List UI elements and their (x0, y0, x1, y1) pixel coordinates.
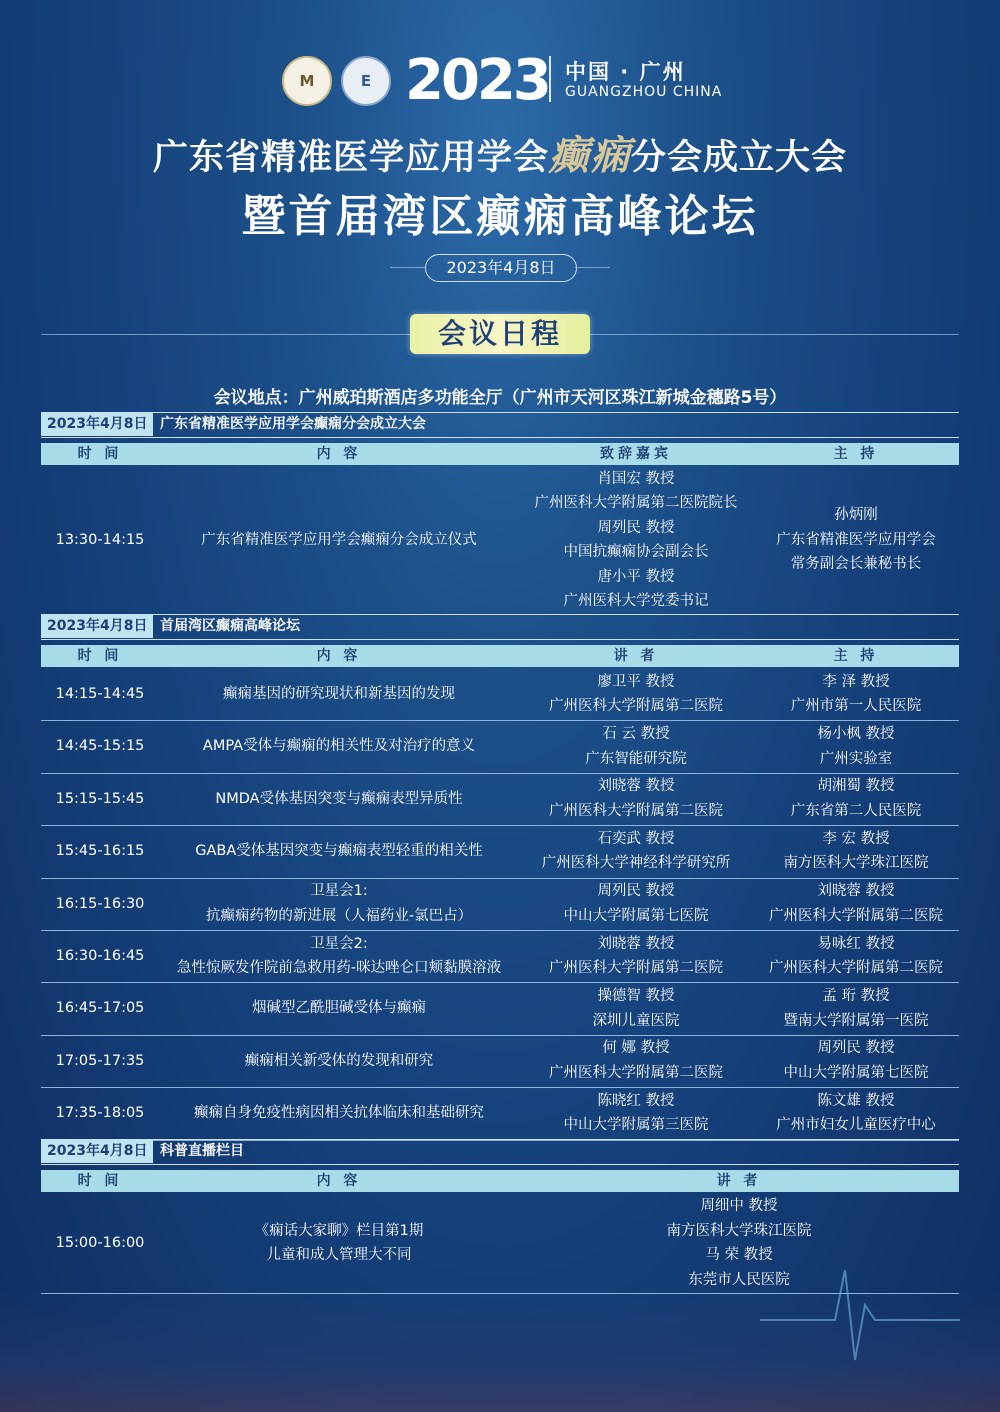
guests-line: 唐小平 教授 (597, 568, 675, 585)
content-line: 卫星会2: (310, 935, 368, 952)
speaker-line: 广州医科大学附属第二医院 (549, 1064, 723, 1081)
city-en: GUANGZHOU CHINA (565, 84, 723, 100)
content-line: 广东省精准医学应用学会癫痫分会成立仪式 (201, 531, 477, 548)
cell-host (753, 930, 959, 982)
schedule-row (41, 878, 959, 931)
cell-time (41, 1193, 159, 1293)
section3-title: 科普直播栏目 (160, 1143, 244, 1159)
col-host: 主 持 (833, 648, 879, 664)
host-line: 刘晓蓉 教授 (817, 883, 895, 900)
cell-content (159, 466, 519, 614)
title-pre: 广东省精准医学应用学会 (152, 138, 549, 178)
date-line-right (575, 267, 610, 268)
host-line: 南方医科大学珠江医院 (783, 855, 929, 872)
cell-time (41, 825, 159, 877)
speaker-line: 廖卫平 教授 (597, 673, 675, 690)
cell-host (753, 982, 959, 1034)
city-cn: 中国 · 广州 (565, 60, 686, 84)
speaker-line: 陈晓红 教授 (597, 1092, 675, 1109)
time-text: 17:35-18:05 (55, 1105, 145, 1122)
schedule-row (41, 720, 959, 773)
cell-host (753, 668, 959, 720)
time-text: 17:05-17:35 (55, 1052, 145, 1069)
section1-column-header (41, 443, 959, 465)
content-line: AMPA受体与癫痫的相关性及对治疗的意义 (202, 738, 476, 755)
cell-speaker (519, 982, 753, 1034)
cell-speaker (519, 878, 753, 930)
col-speaker: 讲 者 (716, 1173, 762, 1189)
speaker-line: 刘晓蓉 教授 (597, 778, 675, 795)
cell-host (753, 878, 959, 930)
society-logo-2: E (341, 56, 391, 106)
schedule-row (41, 668, 959, 721)
host-line: 常务副会长兼秘书长 (790, 556, 922, 573)
schedule-row (41, 930, 959, 983)
host-line: 胡湘蜀 教授 (817, 778, 895, 795)
cell-content (159, 930, 519, 982)
speaker-line: 刘晓蓉 教授 (597, 935, 675, 952)
content-line: 抗癫痫药物的新进展（人福药业-氯巴占） (205, 907, 473, 924)
content-line: 烟碱型乙酰胆碱受体与癫痫 (252, 1000, 426, 1017)
host-line: 广州医科大学附属第二医院 (769, 907, 943, 924)
time-text: 13:30-14:15 (55, 531, 145, 548)
cell-speaker (519, 720, 753, 772)
speaker-line: 中山大学附属第三医院 (563, 1117, 709, 1134)
main-title-line2: 暨首届湾区癫痫高峰论坛 (241, 191, 759, 242)
guests-line: 中国抗癫痫协会副会长 (563, 544, 709, 560)
content-line: 儿童和成人管理大不同 (266, 1247, 412, 1263)
content-line: 癫痫相关新受体的发现和研究 (244, 1052, 434, 1069)
section2-column-header (41, 645, 959, 667)
host-line: 孙炳刚 (834, 507, 878, 524)
host-line: 周列民 教授 (817, 1040, 895, 1057)
schedule-row (41, 1193, 959, 1294)
event-date: 2023年4月8日 (425, 254, 577, 282)
schedule-row (41, 1035, 959, 1088)
content-line: 卫星会1: (310, 883, 368, 900)
schedule-row (41, 982, 959, 1035)
schedule-badge: 会议日程 (410, 314, 590, 354)
host-line: 广东省第二人民医院 (790, 802, 922, 819)
schedule-row (41, 825, 959, 878)
section1-date: 2023年4月8日 (41, 412, 153, 436)
speaker-line: 石奕武 教授 (597, 830, 675, 847)
time-text: 15:45-16:15 (55, 843, 145, 860)
cell-host (753, 1035, 959, 1087)
col-content: 内 容 (316, 446, 362, 462)
speaker-line: 中山大学附属第七医院 (563, 907, 709, 924)
cell-host (753, 825, 959, 877)
cell-content (159, 825, 519, 877)
title-post: 分会成立大会 (631, 138, 848, 178)
title-highlight: 癫痫 (549, 133, 631, 179)
content-line: 癫痫自身免疫性病因相关抗体临床和基础研究 (194, 1105, 484, 1122)
speaker-line: 何 娜 教授 (602, 1040, 670, 1057)
cell-host (753, 720, 959, 772)
cell-time (41, 773, 159, 825)
content-line: NMDA受体基因突变与癫痫表型异质性 (215, 790, 463, 807)
content-line: 急性惊厥发作院前急救用药-咪达唑仑口颊黏膜溶液 (176, 960, 502, 977)
cell-content (159, 773, 519, 825)
cell-time (41, 1087, 159, 1139)
cell-speaker (519, 1087, 753, 1139)
speaker-line: 广东智能研究院 (585, 750, 687, 767)
cell-content (159, 878, 519, 930)
schedule-row (41, 466, 959, 615)
time-text: 16:45-17:05 (55, 1000, 145, 1017)
col-time: 时 间 (77, 446, 123, 462)
time-text: 14:45-15:15 (55, 738, 145, 755)
cell-speaker (519, 668, 753, 720)
content-line: 《痫话大家聊》栏目第1期 (254, 1222, 424, 1239)
col-content: 内 容 (316, 648, 362, 664)
speaker-line: 石 云 教授 (602, 726, 670, 743)
section3-column-header (41, 1170, 959, 1192)
schedule-row (41, 1087, 959, 1140)
host-line: 杨小枫 教授 (817, 726, 895, 743)
col-speaker: 讲 者 (613, 648, 659, 664)
speaker-line: 东莞市人民医院 (688, 1271, 790, 1288)
cell-speaker (519, 773, 753, 825)
host-line: 广州医科大学附属第二医院 (769, 960, 943, 977)
speaker-line: 深圳儿童医院 (592, 1012, 680, 1029)
venue-text: 会议地点：广州威珀斯酒店多功能全厅（广州市天河区珠江新城金穗路5号） (213, 388, 787, 408)
guests-line: 广州医科大学党委书记 (563, 593, 709, 609)
cell-content (159, 1193, 519, 1293)
speaker-line: 周细中 教授 (700, 1198, 778, 1214)
host-line: 中山大学附属第七医院 (783, 1064, 929, 1081)
cell-speaker (519, 825, 753, 877)
cell-guests (519, 466, 753, 614)
host-line: 广州实验室 (819, 750, 893, 767)
host-line: 广州市第一人民医院 (790, 698, 922, 715)
speaker-line: 广州医科大学附属第二医院 (549, 698, 723, 715)
section1-title: 广东省精准医学应用学会癫痫分会成立大会 (160, 416, 426, 432)
cell-host (753, 773, 959, 825)
speaker-line: 南方医科大学珠江医院 (666, 1222, 812, 1239)
host-line: 广州市妇女儿童医疗中心 (776, 1117, 936, 1134)
cell-time (41, 668, 159, 720)
guests-line: 肖国宏 教授 (597, 470, 675, 487)
cell-time (41, 878, 159, 930)
cell-time (41, 466, 159, 614)
col-time: 时 间 (77, 648, 123, 664)
cell-content (159, 1087, 519, 1139)
host-line: 陈文雄 教授 (817, 1092, 895, 1109)
content-line: 癫痫基因的研究现状和新基因的发现 (223, 685, 455, 702)
cell-time (41, 1035, 159, 1087)
badge-line-left (41, 334, 410, 335)
cell-speaker (519, 1035, 753, 1087)
time-text: 16:15-16:30 (55, 895, 145, 912)
content-line: GABA受体基因突变与癫痫表型轻重的相关性 (195, 843, 483, 860)
col-content: 内 容 (316, 1173, 362, 1189)
speaker-line: 广州医科大学附属第二医院 (549, 960, 723, 977)
col-time: 时 间 (77, 1173, 123, 1189)
speaker-line: 马 荣 教授 (705, 1247, 773, 1263)
host-line: 李 泽 教授 (822, 673, 890, 690)
cell-speaker (519, 1193, 959, 1293)
badge-line-right (590, 334, 959, 335)
cell-content (159, 668, 519, 720)
time-text: 15:15-15:45 (55, 790, 145, 807)
host-line: 暨南大学附属第一医院 (783, 1012, 929, 1029)
speaker-line: 广州医科大学附属第二医院 (549, 802, 723, 819)
cell-host (753, 466, 959, 614)
year-logo: 2023 (405, 48, 549, 113)
section3-date: 2023年4月8日 (41, 1139, 153, 1163)
speaker-line: 周列民 教授 (597, 883, 675, 900)
col-guests: 致辞嘉宾 (600, 446, 672, 462)
time-text: 14:15-14:45 (55, 685, 145, 702)
section2-date: 2023年4月8日 (41, 614, 153, 638)
col-host: 主 持 (833, 446, 879, 462)
header-divider (549, 56, 551, 102)
cell-host (753, 1087, 959, 1139)
section2-title: 首届湾区癫痫高峰论坛 (160, 618, 300, 634)
cell-speaker (519, 930, 753, 982)
speaker-line: 广州医科大学神经科学研究所 (541, 855, 731, 872)
cell-time (41, 982, 159, 1034)
speaker-line: 操德智 教授 (597, 988, 675, 1005)
guests-line: 周列民 教授 (597, 519, 675, 536)
cell-content (159, 982, 519, 1034)
cell-time (41, 720, 159, 772)
society-logo-1: M (282, 56, 332, 106)
date-line-left (390, 267, 425, 268)
host-line: 孟 珩 教授 (822, 988, 890, 1005)
schedule-row (41, 773, 959, 826)
cell-content (159, 720, 519, 772)
cell-time (41, 930, 159, 982)
host-line: 李 宏 教授 (822, 830, 890, 847)
host-line: 易咏红 教授 (817, 935, 895, 952)
time-text: 16:30-16:45 (55, 947, 145, 964)
guests-line: 广州医科大学附属第二医院院长 (534, 495, 738, 511)
main-title-line1 (0, 124, 1000, 181)
time-text: 15:00-16:00 (55, 1234, 145, 1251)
cell-content (159, 1035, 519, 1087)
host-line: 广东省精准医学应用学会 (776, 531, 936, 548)
